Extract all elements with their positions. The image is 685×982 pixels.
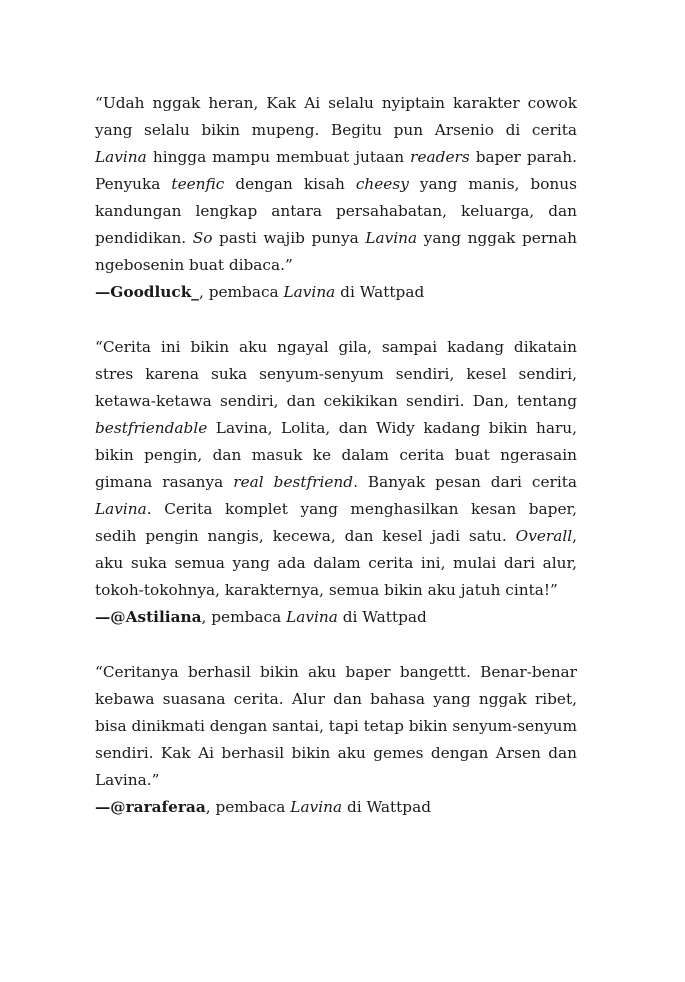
testimonial-attribution: —Goodluck_, pembaca Lavina di Wattpad	[95, 283, 425, 301]
author-handle: @raraferaa	[110, 798, 206, 816]
spacer	[95, 306, 577, 334]
testimonial-3	[95, 659, 577, 821]
testimonial-quote: “Ceritanya berhasil bikin aku baper bangettt. Benar-benar kebawa suasana cerita. Alur dan bahasa yang nggak ribet, bisa dinikmati dengan santai, tapi tetap bikin senyum-senyum sendiri. Kak Ai berhasil bikin aku gemes dengan Arsen dan Lavina.”	[95, 663, 577, 789]
testimonial-2	[95, 334, 577, 631]
page-content	[95, 90, 577, 821]
spacer	[95, 631, 577, 659]
testimonial-1	[95, 90, 577, 306]
attribution-dash: —	[95, 798, 111, 816]
attribution-dash: —	[95, 608, 111, 626]
testimonial-quote: “Cerita ini bikin aku ngayal gila, sampai kadang dikatain stres karena suka senyum-senyum sendiri, kesel sendiri, ketawa-ketawa sendiri, dan cekikikan sendiri. Dan, tentang bestfriendable Lavina, Lolita, dan Widy kadang bikin haru, bikin pengin, dan masuk ke dalam cerita buat ngerasain gimana rasanya real bestfriend. Banyak pesan dari cerita Lavina. Cerita komplet yang menghasilkan kesan baper, sedih pengin nangis, kecewa, dan kesel jadi satu. Overall, aku suka semua yang ada dalam cerita ini, mulai dari alur, tokoh-tokohnya, karakternya, semua bikin aku jatuh cinta!”	[95, 338, 577, 599]
testimonial-attribution: —@Astiliana, pembaca Lavina di Wattpad	[95, 608, 427, 626]
author-handle: Goodluck_	[110, 283, 199, 301]
book-title: Lavina	[290, 798, 343, 816]
book-title: Lavina	[286, 608, 338, 626]
book-title: Lavina	[283, 283, 336, 301]
author-handle: @Astiliana	[110, 608, 202, 626]
testimonial-attribution: —@raraferaa, pembaca Lavina di Wattpad	[95, 798, 431, 816]
testimonial-quote: “Udah nggak heran, Kak Ai selalu nyiptain karakter cowok yang selalu bikin mupeng. Begitu pun Arsenio di cerita Lavina hingga mampu membuat jutaan readers baper parah. Penyuka teenfic dengan kisah cheesy yang manis, bonus kandungan lengkap antara persahabatan, keluarga, dan pendidikan. So pasti wajib punya Lavina yang nggak pernah ngebosenin buat dibaca.”	[95, 94, 577, 274]
attribution-dash: —	[95, 283, 111, 301]
